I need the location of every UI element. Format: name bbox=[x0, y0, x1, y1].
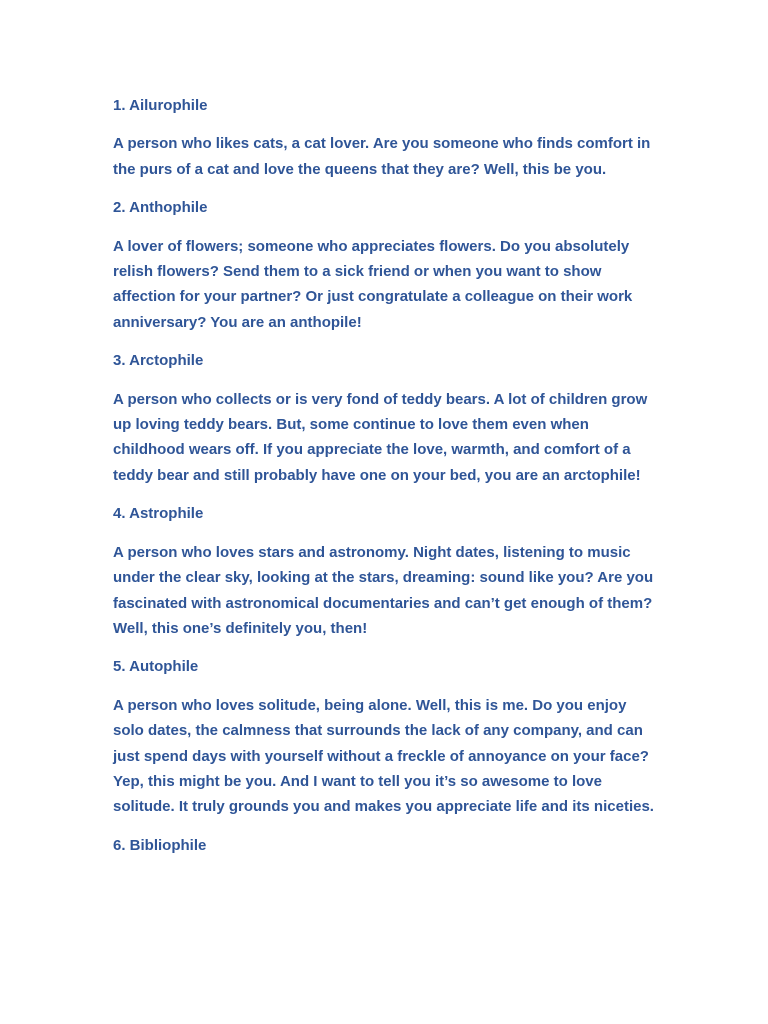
entry-body: A person who likes cats, a cat lover. Are you someone who finds comfort in the purs of a cat and love the queens that they are? Well, this be you. bbox=[113, 135, 651, 178]
entry-heading: 1. Ailurophile bbox=[113, 97, 208, 114]
entry-heading: 4. Astrophile bbox=[113, 505, 204, 523]
entry-body: A person who loves stars and astronomy. Night dates, listening to music under the clear sky, looking at the stars, dreaming: sound like you? Are you fascinated with astronomical documentaries and can’t get enough of them? Well, this one’s definitely you, then! bbox=[113, 543, 654, 637]
entry-body: A lover of flowers; someone who appreciates flowers. Do you absolutely relish flowers? Send them to a sick friend or when you want to show affection for your partner? Or just congratulate a colleague on their work anniversary? You are an anthopile! bbox=[113, 237, 633, 331]
entry-heading: 5. Autophile bbox=[113, 658, 199, 676]
entry-body: A person who loves solitude, being alone. Well, this is me. Do you enjoy solo dates, the calmness that surrounds the lack of any company, and can just spend days with yourself without a freckle of annoyance on your face? Yep, this might be you. And I want to tell you it’s so awesome to love solitude. It truly grounds you and makes you appreciate life and its niceties. bbox=[113, 696, 654, 816]
entry-body: A person who collects or is very fond of teddy bears. A lot of children grow up loving teddy bears. But, some continue to love them even when childhood wears off. If you appreciate the love, warmth, and comfort of a teddy bear and still probably have one on your bed, you are an arctophile! bbox=[113, 390, 648, 484]
document-page bbox=[113, 93, 658, 871]
entry-heading: 6. Bibliophile bbox=[113, 836, 207, 854]
entry-heading: 3. Arctophile bbox=[113, 352, 204, 370]
entry-heading: 2. Anthophile bbox=[113, 199, 208, 217]
